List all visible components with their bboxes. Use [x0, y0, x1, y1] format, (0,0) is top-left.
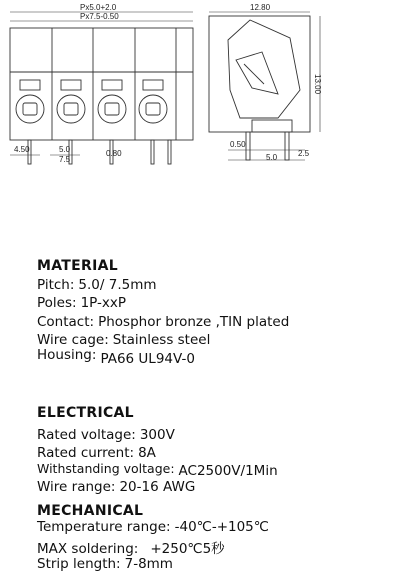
- dim-50: 5.0: [59, 145, 71, 154]
- spec-poles: Poles: 1P-xxP: [37, 295, 126, 311]
- screw-windows: [20, 80, 163, 90]
- electrical-title: ELECTRICAL: [37, 405, 134, 421]
- dim-450: 4.50: [14, 145, 30, 154]
- technical-drawing: [0, 0, 409, 190]
- spec-wire-range: Wire range: 20-16 AWG: [37, 479, 196, 495]
- dim-080: 0.80: [106, 149, 122, 158]
- wire-entries: [16, 95, 167, 123]
- spec-contact: Contact: Phosphor bronze ,TIN plated: [37, 314, 290, 330]
- spec-wire-cage: Wire cage: Stainless steel: [37, 332, 211, 348]
- dim-050: 0.50: [230, 140, 246, 149]
- pins: [28, 140, 171, 164]
- side-view: [209, 12, 320, 160]
- dim-height: 13.00: [313, 74, 322, 95]
- front-view: [10, 12, 193, 164]
- spec-temperature-range: Temperature range: -40℃-+105℃: [37, 519, 269, 535]
- spec-pitch: Pitch: 5.0/ 7.5mm: [37, 277, 157, 293]
- mechanical-title: MECHANICAL: [37, 503, 144, 519]
- spec-strip-length: Strip length: 7-8mm: [37, 556, 173, 572]
- dim-width: 12.80: [250, 3, 271, 12]
- dim-25: 2.5: [298, 149, 310, 158]
- spec-rated-current: Rated current: 8A: [37, 445, 156, 461]
- dim-pitch-b: Px7.5-0.50: [80, 12, 119, 21]
- material-title: MATERIAL: [37, 258, 118, 274]
- spec-housing: Housing: PA66 UL94V-0: [37, 347, 195, 367]
- spec-rated-voltage: Rated voltage: 300V: [37, 427, 175, 443]
- dim-50-side: 5.0: [266, 153, 278, 162]
- dim-pitch-a: Px5.0+2.0: [80, 3, 117, 12]
- spec-withstanding-voltage: Withstanding voltage: AC2500V/1Min: [37, 461, 278, 479]
- dim-75: 7.5: [59, 155, 71, 164]
- spec-max-soldering: MAX soldering: +250℃5秒: [37, 541, 225, 557]
